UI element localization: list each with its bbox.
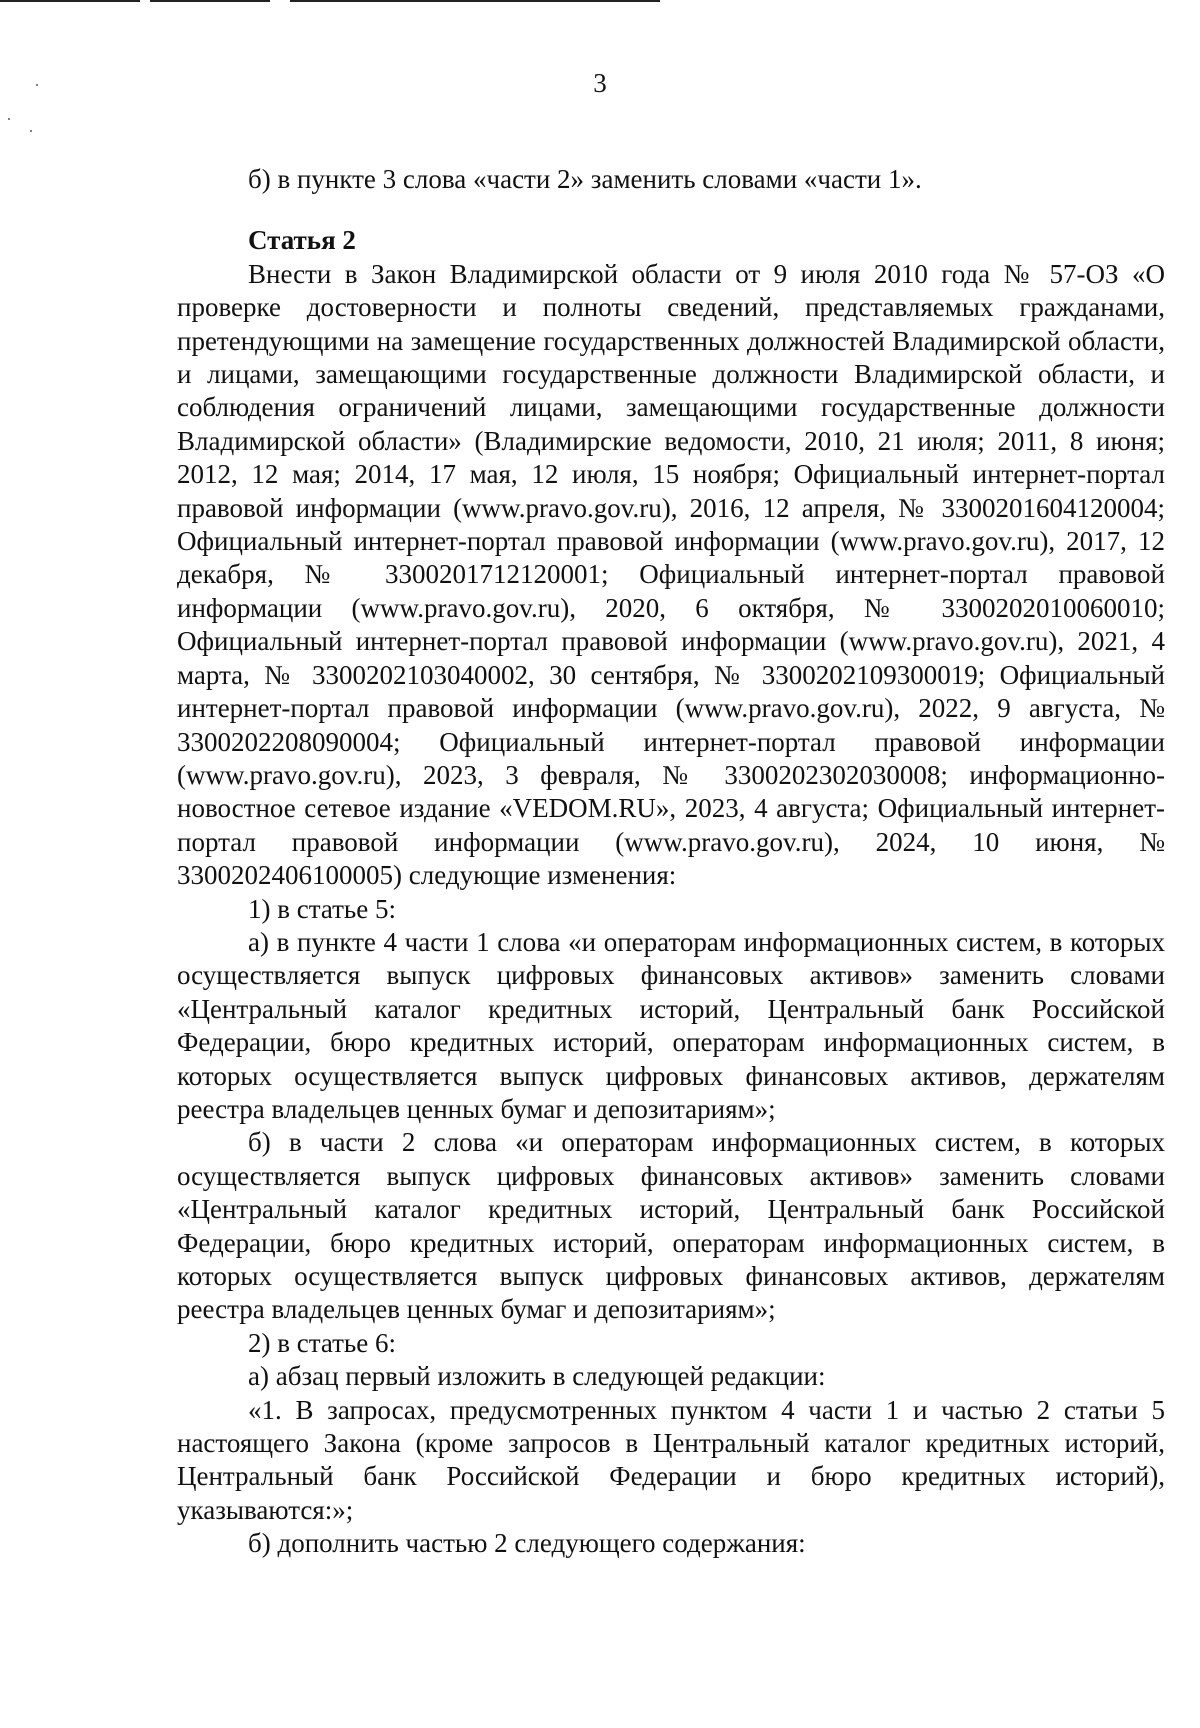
document-body	[177, 163, 1165, 1561]
page-number: 3	[593, 68, 607, 98]
paragraph-item-1b: б) в части 2 слова «и операторам информационных систем, в которых осуществляется выпуск цифровых финансовых активов» заменить словами «Центральный каталог кредитных историй, Центральный банк Российской Федерации, бюро кредитных историй, операторам информационных систем, в которых осуществляется выпуск цифровых финансовых активов, держателям реестра владельцев ценных бумаг и депозитариям»;	[177, 1127, 1165, 1325]
paragraph-amendment-b: б) в пункте 3 слова «части 2» заменить словами «части 1».	[248, 164, 922, 194]
paragraph-item-1a: а) в пункте 4 части 1 слова «и операторам информационных систем, в которых осуществляется выпуск цифровых финансовых активов» заменить словами «Центральный каталог кредитных историй, Центральный банк Российской Федерации, бюро кредитных историй, операторам информационных систем, в которых осуществляется выпуск цифровых финансовых активов, держателям реестра владельцев ценных бумаг и депозитариям»;	[177, 926, 1165, 1124]
paragraph-item-1: 1) в статье 5:	[248, 893, 396, 924]
scan-speck	[8, 118, 10, 120]
paragraph-article-intro: Внести в Закон Владимирской области от 9 июля 2010 года № 57-ОЗ «О проверке достоверности и полноты сведений, представляемых гражданами, претендующими на замещение государственных должностей Владимирской области, и лицами, замещающими государственные должности Владимирской области, и соблюдения ограничений лицами, замещающими государственные должности Владимирской области» (Владимирские ведомости, 2010, 21 июля; 2011, 8 июня; 2012, 12 мая; 2014, 17 мая, 12 июля, 15 ноября; Официальный интернет-портал правовой информации (www.pravo.gov.ru), 2016, 12 апреля, № 3300201604120004; Официальный интернет-портал правовой информации (www.pravo.gov.ru), 2017, 12 декабря, № 3300201712120001; Официальный интернет-портал правовой информации (www.pravo.gov.ru), 2020, 6 октября, № 3300202010060010; Официальный интернет-портал правовой информации (www.pravo.gov.ru), 2021, 4 марта, № 3300202103040002, 30 сентября, № 3300202109300019; Официальный интернет-портал правовой информации (www.pravo.gov.ru), 2022, 9 августа, № 3300202208090004; Официальный интернет-портал правовой информации (www.pravo.gov.ru), 2023, 3 февраля, № 3300202302030008; информационно-новостное сетевое издание «VEDOM.RU», 2023, 4 августа; Официальный интернет-портал правовой информации (www.pravo.gov.ru), 2024, 10 июня, № 3300202406100005) следующие изменения:	[177, 258, 1165, 891]
scan-edge-line	[150, 0, 270, 2]
scan-edge-line	[0, 0, 140, 2]
paragraph-item-2b: б) дополнить частью 2 следующего содержания:	[248, 1528, 806, 1559]
paragraph-item-2a: а) абзац первый изложить в следующей редакции:	[248, 1361, 826, 1392]
scan-edge-line	[290, 0, 660, 2]
article-heading: Статья 2	[248, 225, 356, 256]
paragraph-item-2: 2) в статье 6:	[248, 1327, 396, 1358]
paragraph-quoted-text: «1. В запросах, предусмотренных пунктом 4 части 1 и частью 2 статьи 5 настоящего Закона (кроме запросов в Центральный каталог кредитных историй, Центральный банк Российской Федерации и бюро кредитных историй), указываются:»;	[177, 1394, 1165, 1525]
scan-speck	[30, 130, 32, 132]
